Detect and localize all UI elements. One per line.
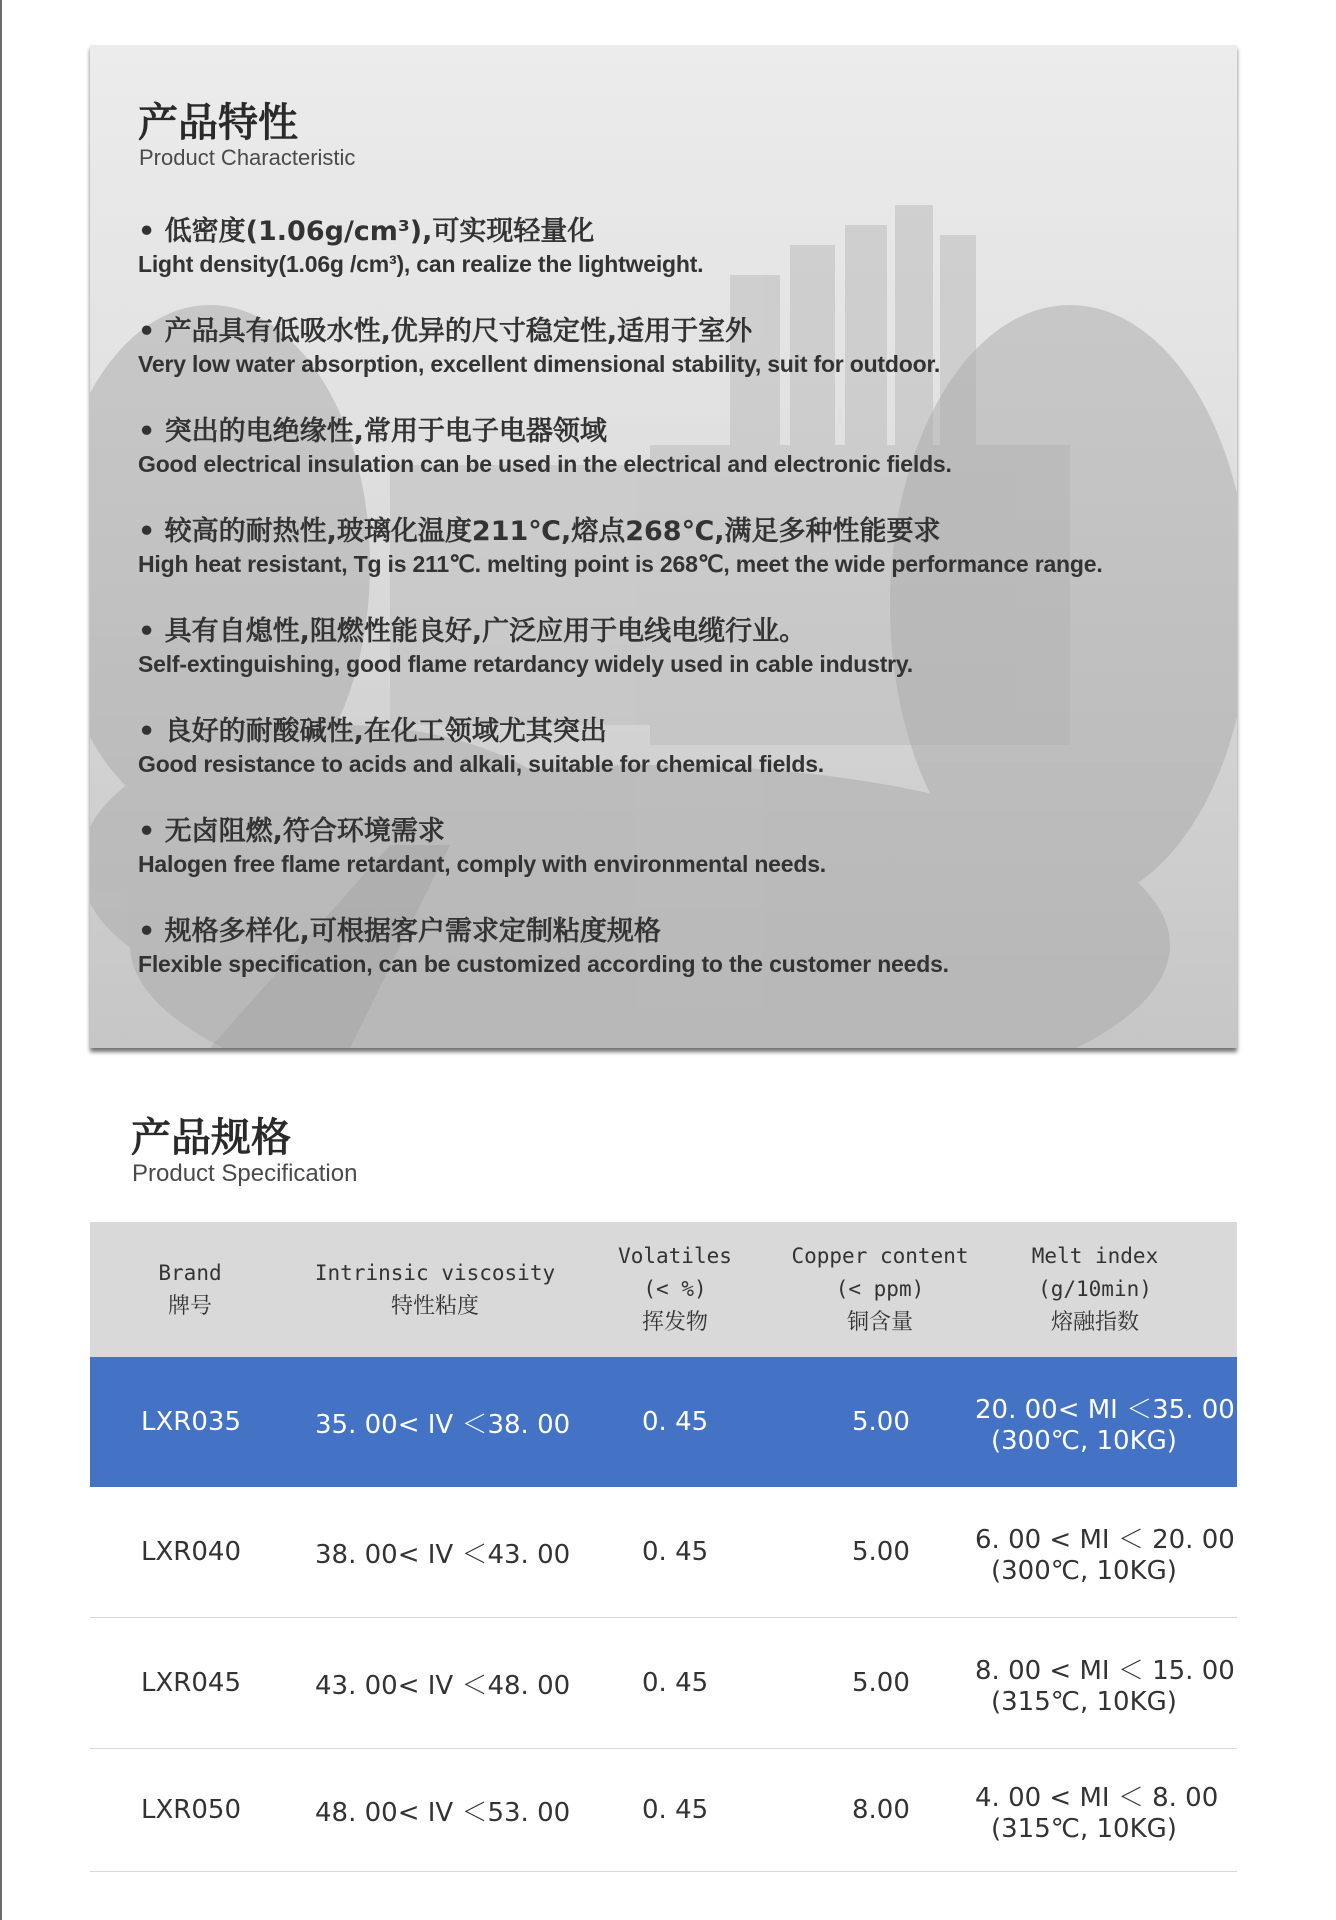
table-row <box>90 1487 1237 1618</box>
feature-en: Halogen free flame retardant, comply with environmental needs. <box>138 851 826 877</box>
melt-index-condition: (300℃, 10KG) <box>991 1555 1177 1586</box>
header-volatiles-en: Volatiles <box>618 1244 732 1268</box>
feature-cn: • 规格多样化,可根据客户需求定制粘度规格 <box>138 916 661 947</box>
cell-volatiles: 0. 45 <box>642 1537 709 1567</box>
header-brand-en: Brand <box>158 1260 222 1285</box>
cell-copper: 8.00 <box>852 1795 910 1825</box>
melt-index-condition: (300℃, 10KG) <box>991 1425 1177 1456</box>
melt-index-range: 4. 00 < MI ＜ 8. 00 <box>975 1782 1219 1813</box>
header-volatiles <box>580 1222 770 1357</box>
melt-index-range: 6. 00 < MI ＜ 20. 00 <box>975 1524 1235 1555</box>
header-mi-en: Melt index <box>1031 1244 1159 1268</box>
feature-cn: • 突出的电绝缘性,常用于电子电器领域 <box>138 416 607 447</box>
feature-item <box>138 615 1218 715</box>
cell-brand: LXR045 <box>141 1668 241 1698</box>
feature-item <box>138 215 1218 315</box>
characteristic-panel <box>90 45 1237 1048</box>
header-copper-cn: 铜含量 <box>846 1310 913 1335</box>
feature-item <box>138 815 1218 915</box>
cell-iv: 48. 00< IV ＜53. 00 <box>315 1797 571 1828</box>
feature-list <box>138 215 1218 1015</box>
feature-en: Very low water absorption, excellent dimensional stability, suit for outdoor. <box>138 351 941 377</box>
feature-en: Flexible specification, can be customized according to the customer needs. <box>138 951 949 977</box>
cell-melt-index <box>975 1487 1235 1617</box>
melt-index-range: 8. 00 < MI ＜ 15. 00 <box>975 1655 1235 1686</box>
characteristic-subtitle: Product Characteristic <box>139 145 356 170</box>
cell-melt-index <box>975 1749 1218 1871</box>
cell-copper: 5.00 <box>852 1537 910 1567</box>
specification-subtitle: Product Specification <box>132 1160 358 1187</box>
characteristic-title: 产品特性 <box>138 100 298 146</box>
cell-iv: 38. 00< IV ＜43. 00 <box>315 1539 571 1570</box>
header-volatiles-unit: (< %) <box>643 1277 707 1301</box>
header-mi-unit: (g/10min) <box>1038 1277 1152 1301</box>
melt-index-range: 20. 00< MI ＜35. 00 <box>975 1394 1235 1425</box>
table-header <box>90 1222 1237 1357</box>
feature-cn: • 较高的耐热性,玻璃化温度211℃,熔点268℃,满足多种性能要求 <box>138 516 941 547</box>
feature-en: Good resistance to acids and alkali, suitable for chemical fields. <box>138 751 824 777</box>
header-volatiles-cn: 挥发物 <box>641 1310 708 1335</box>
specification-table <box>90 1222 1237 1872</box>
feature-cn: • 良好的耐酸碱性,在化工领域尤其突出 <box>138 716 607 747</box>
feature-cn: • 无卤阻燃,符合环境需求 <box>138 816 445 847</box>
cell-volatiles: 0. 45 <box>642 1795 709 1825</box>
feature-item <box>138 515 1218 615</box>
specification-title: 产品规格 <box>131 1115 291 1161</box>
cell-brand: LXR035 <box>141 1407 241 1437</box>
melt-index-condition: (315℃, 10KG) <box>991 1686 1177 1717</box>
feature-item <box>138 915 1218 1015</box>
table-row <box>90 1357 1237 1487</box>
header-copper-en: Copper content <box>791 1244 969 1268</box>
cell-melt-index <box>975 1618 1235 1748</box>
cell-copper: 5.00 <box>852 1407 910 1437</box>
header-mi-cn: 熔融指数 <box>1050 1310 1139 1335</box>
feature-item <box>138 415 1218 515</box>
table-row <box>90 1749 1237 1872</box>
header-mi <box>990 1222 1200 1357</box>
feature-en: Good electrical insulation can be used in the electrical and electronic fields. <box>138 451 952 477</box>
cell-iv: 35. 00< IV ＜38. 00 <box>315 1409 571 1440</box>
feature-en: High heat resistant, Tg is 211℃. melting point is 268℃, meet the wide performance range. <box>138 551 1103 577</box>
feature-en: Light density(1.06g /cm³), can realize the lightweight. <box>138 251 704 277</box>
table-row <box>90 1618 1237 1749</box>
feature-cn: • 低密度(1.06g/cm³),可实现轻量化 <box>138 216 595 247</box>
feature-item <box>138 715 1218 815</box>
cell-brand: LXR050 <box>141 1795 241 1825</box>
cell-volatiles: 0. 45 <box>642 1407 709 1437</box>
cell-melt-index <box>975 1357 1235 1487</box>
feature-item <box>138 315 1218 415</box>
header-iv-en: Intrinsic viscosity <box>314 1260 556 1285</box>
left-border-rule <box>0 0 2 1920</box>
header-brand-cn: 牌号 <box>167 1293 212 1319</box>
feature-cn: • 具有自熄性,阻燃性能良好,广泛应用于电线电缆行业。 <box>138 616 807 647</box>
cell-copper: 5.00 <box>852 1668 910 1698</box>
cell-brand: LXR040 <box>141 1537 241 1567</box>
feature-cn: • 产品具有低吸水性,优异的尺寸稳定性,适用于室外 <box>138 316 753 347</box>
header-brand <box>90 1222 290 1357</box>
header-iv-cn: 特性粘度 <box>390 1293 479 1319</box>
cell-iv: 43. 00< IV ＜48. 00 <box>315 1670 571 1701</box>
cell-volatiles: 0. 45 <box>642 1668 709 1698</box>
feature-en: Self-extinguishing, good flame retardancy widely used in cable industry. <box>138 651 914 677</box>
melt-index-condition: (315℃, 10KG) <box>991 1813 1177 1844</box>
header-iv <box>290 1222 580 1357</box>
header-copper-unit: (< ppm) <box>835 1277 925 1301</box>
header-copper <box>770 1222 990 1357</box>
